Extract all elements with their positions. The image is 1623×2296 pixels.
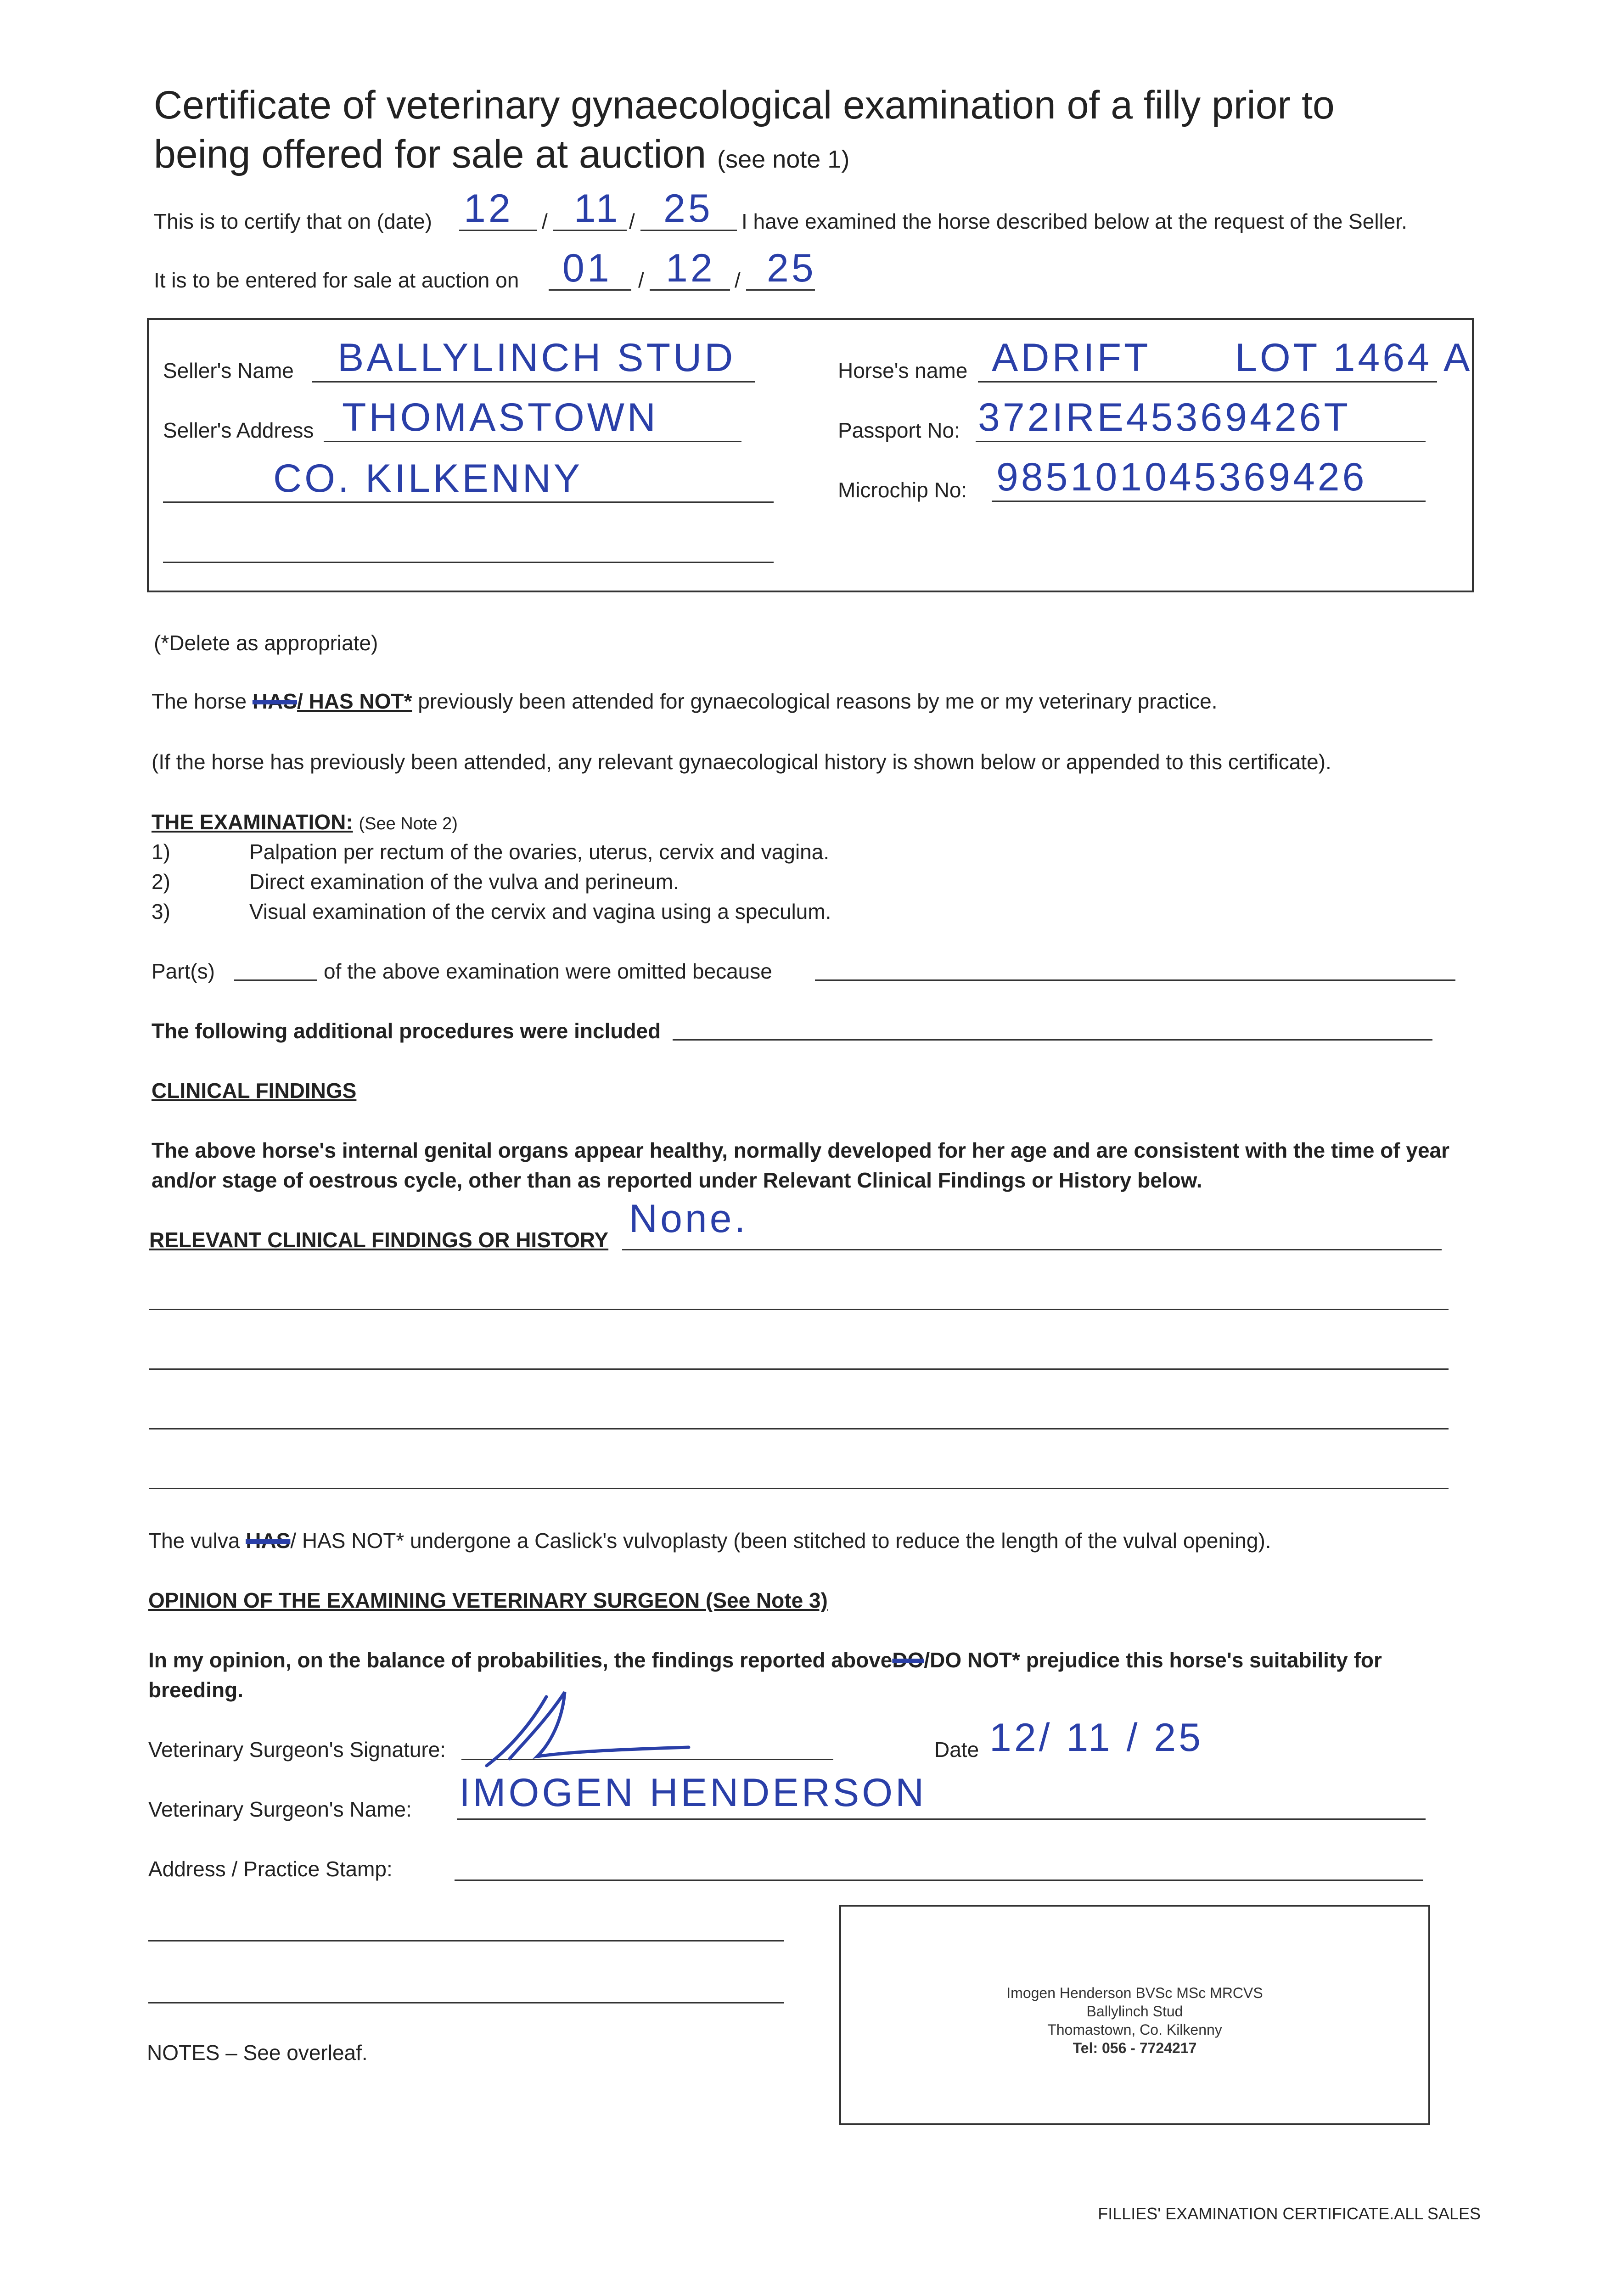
stamp-line-4: Tel: 056 - 7724217: [1073, 2040, 1197, 2056]
signature-date: 12/ 11 / 25: [989, 1716, 1204, 1760]
omitted-label-a: Part(s): [152, 959, 215, 983]
passport-label: Passport No:: [838, 418, 960, 442]
exam-item-3-num: 3): [152, 900, 170, 923]
vet-name-label: Veterinary Surgeon's Name:: [148, 1797, 412, 1821]
passport-value: 372IRE45369426T: [978, 395, 1351, 439]
certify-year: 25: [663, 186, 713, 231]
opinion-line-1b: /DO NOT* prejudice this horse's suitability for: [924, 1648, 1382, 1672]
signature-scribble: [477, 1683, 698, 1775]
auction-year: 25: [767, 246, 816, 290]
horse-name-label: Horse's name: [838, 359, 968, 383]
auction-sep-1: /: [638, 268, 644, 292]
page-title-line2: [154, 131, 849, 178]
opinion-line-1: [148, 1648, 1382, 1672]
auction-day: 01: [562, 246, 612, 290]
attended-statement: [152, 689, 1218, 714]
certify-sep-1: /: [542, 209, 548, 233]
exam-item-1: Palpation per rectum of the ovaries, uterus, cervix and vagina.: [249, 840, 830, 864]
history-note: (If the horse has previously been attended, any relevant gynaecological history is shown below or appended to this certificate).: [152, 750, 1331, 774]
attended-suffix: previously been attended for gynaecological reasons by me or my veterinary practice.: [418, 689, 1218, 713]
exam-item-1-num: 1): [152, 840, 170, 864]
clinical-statement-2: and/or stage of oestrous cycle, other than as reported under Relevant Clinical Findings or History below.: [152, 1168, 1202, 1192]
opinion-do-struck: DO: [892, 1648, 924, 1672]
certify-suffix: I have examined the horse described below at the request of the Seller.: [741, 209, 1407, 233]
relevant-findings-label: RELEVANT CLINICAL FINDINGS OR HISTORY: [149, 1228, 609, 1252]
opinion-heading: OPINION OF THE EXAMINING VETERINARY SURGEON (See Note 3): [148, 1588, 828, 1612]
certify-prefix: This is to certify that on (date): [154, 209, 432, 233]
microchip-label: Microchip No:: [838, 478, 967, 502]
auction-prefix: It is to be entered for sale at auction on: [154, 268, 519, 292]
omitted-label-b: of the above examination were omitted because: [324, 959, 772, 983]
delete-note: (*Delete as appropriate): [154, 631, 378, 655]
examination-heading: [152, 810, 458, 834]
opinion-line-2: breeding.: [148, 1678, 244, 1702]
vulva-prefix: The vulva: [148, 1529, 240, 1553]
title-text: being offered for sale at auction: [154, 132, 707, 176]
examination-heading-text: THE EXAMINATION:: [152, 810, 353, 834]
opinion-line-1a: In my opinion, on the balance of probabilities, the findings reported above: [148, 1648, 893, 1672]
attended-has-struck: HAS: [252, 689, 298, 713]
vulva-has-struck: HAS: [246, 1529, 291, 1553]
lot-number: LOT 1464 A: [1235, 336, 1473, 380]
additional-procedures-label: The following additional procedures were included: [152, 1019, 661, 1043]
seller-address-line1: THOMASTOWN: [342, 395, 659, 439]
stamp-line-1: Imogen Henderson BVSc MSc MRCVS: [1006, 1985, 1263, 2001]
exam-item-2: Direct examination of the vulva and perineum.: [249, 870, 679, 894]
page-title: Certificate of veterinary gynaecological examination of a filly prior to: [154, 83, 1335, 127]
footer-label: FILLIES' EXAMINATION CERTIFICATE.ALL SALES: [1098, 2204, 1481, 2223]
date-label: Date: [934, 1738, 979, 1761]
auction-month: 12: [666, 246, 715, 290]
vet-name-value: IMOGEN HENDERSON: [459, 1771, 927, 1815]
stamp-line-2: Ballylinch Stud: [1086, 2003, 1183, 2020]
attended-prefix: The horse: [152, 689, 247, 713]
relevant-findings-value: None.: [629, 1197, 748, 1241]
exam-item-2-num: 2): [152, 870, 170, 894]
clinical-statement-1: The above horse's internal genital organs appear healthy, normally developed for her age and are consistent with the time of year: [152, 1138, 1450, 1162]
seller-name-value: BALLYLINCH STUD: [337, 336, 736, 380]
seller-name-label: Seller's Name: [163, 359, 294, 383]
certify-sep-2: /: [629, 209, 635, 233]
stamp-line-3: Thomastown, Co. Kilkenny: [1047, 2021, 1222, 2038]
horse-name-value: ADRIFT: [992, 336, 1151, 380]
certify-day: 12: [464, 186, 513, 231]
vulva-rest: / HAS NOT* undergone a Caslick's vulvoplasty (been stitched to reduce the length of the vulval opening).: [290, 1529, 1271, 1553]
auction-sep-2: /: [735, 268, 741, 292]
microchip-value: 985101045369426: [996, 455, 1367, 499]
certify-month: 11: [574, 186, 621, 231]
attended-has-not: / HAS NOT*: [297, 689, 412, 713]
vulva-statement: [148, 1528, 1271, 1553]
clinical-findings-heading: CLINICAL FINDINGS: [152, 1079, 357, 1103]
seller-address-line2: CO. KILKENNY: [273, 456, 583, 501]
signature-label: Veterinary Surgeon's Signature:: [148, 1738, 446, 1761]
seller-address-label: Seller's Address: [163, 418, 314, 442]
exam-item-3: Visual examination of the cervix and vagina using a speculum.: [249, 900, 831, 923]
practice-stamp: [839, 1984, 1430, 2057]
examination-note: (See Note 2): [359, 814, 458, 833]
notes-overleaf: NOTES – See overleaf.: [147, 2041, 368, 2065]
title-note: (see note 1): [717, 146, 850, 173]
address-stamp-label: Address / Practice Stamp:: [148, 1857, 393, 1881]
